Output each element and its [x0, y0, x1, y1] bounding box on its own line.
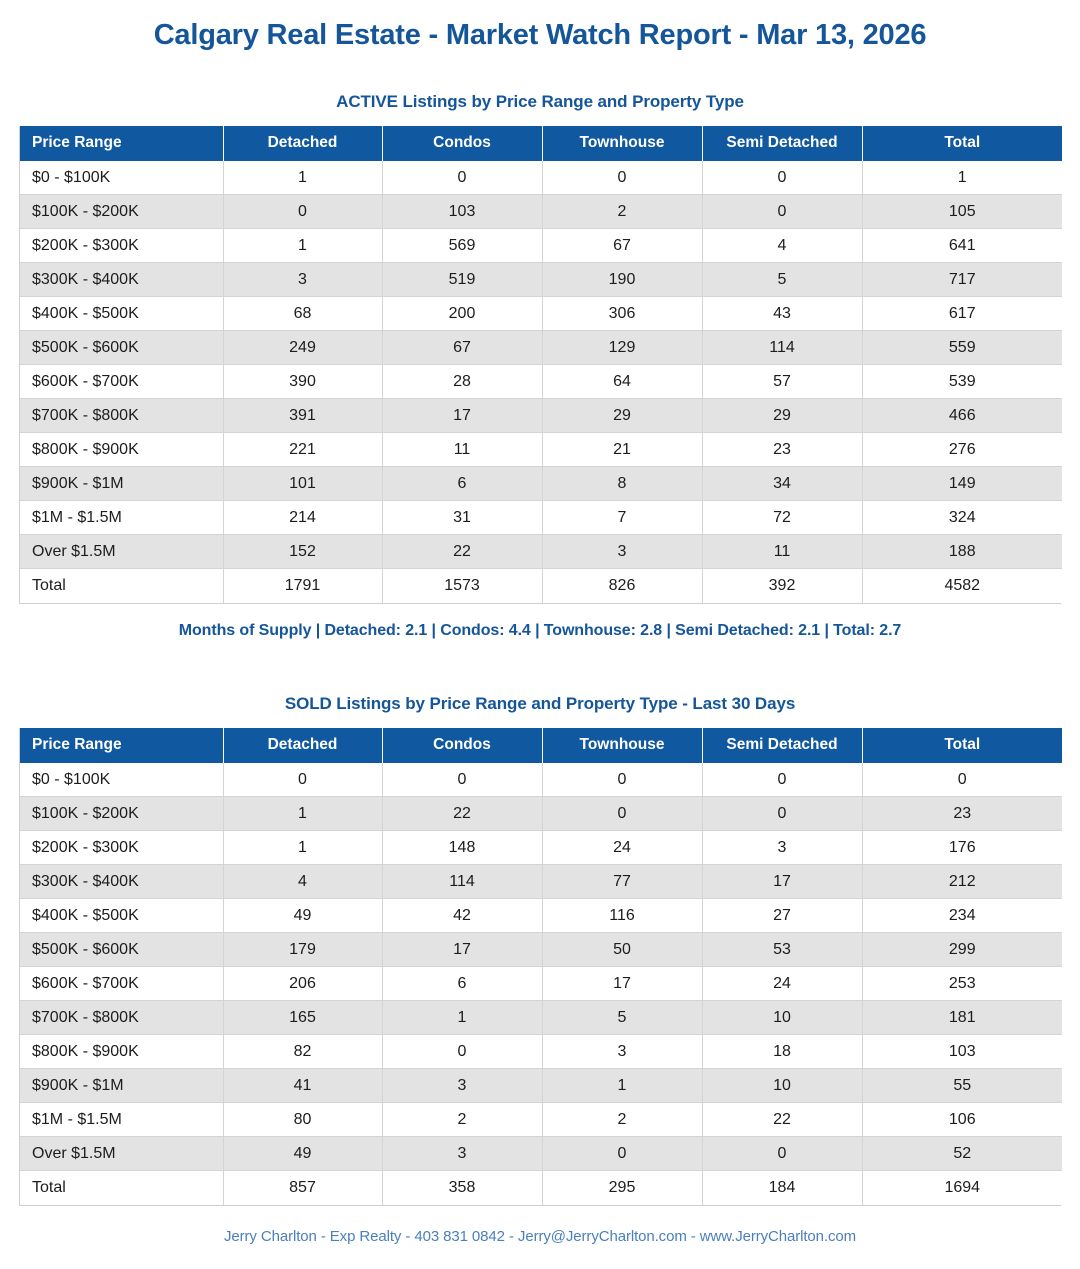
- footer-contact: Jerry Charlton - Exp Realty - 403 831 0842 - Jerry@JerryCharlton.com - www.JerryCharlton.com: [223, 1227, 857, 1245]
- cell-detached: 4: [223, 865, 382, 899]
- cell-townhouse: 2: [542, 195, 702, 229]
- active-table-border: [19, 126, 1061, 604]
- cell-semi: 23: [702, 433, 862, 467]
- table-row: [20, 899, 1062, 933]
- cell-price-range: $0 - $100K: [20, 763, 223, 797]
- cell-semi: 24: [702, 967, 862, 1001]
- cell-condos: 67: [382, 331, 542, 365]
- table-row: [20, 501, 1062, 535]
- cell-condos: 519: [382, 263, 542, 297]
- cell-condos: 0: [382, 161, 542, 195]
- cell-detached: 214: [223, 501, 382, 535]
- cell-detached: 1: [223, 831, 382, 865]
- cell-detached: 179: [223, 933, 382, 967]
- sold-header-row: [20, 728, 1062, 763]
- cell-total: 466: [862, 399, 1062, 433]
- table-row: [20, 433, 1062, 467]
- active-table-wrap: [0, 126, 1080, 604]
- cell-townhouse: 3: [542, 535, 702, 569]
- cell-price-range: $700K - $800K: [20, 1001, 223, 1035]
- active-header-row: [20, 126, 1062, 161]
- cell-total: 717: [862, 263, 1062, 297]
- cell-townhouse: 8: [542, 467, 702, 501]
- cell-townhouse: 0: [542, 797, 702, 831]
- cell-price-range: $500K - $600K: [20, 933, 223, 967]
- cell-semi: 18: [702, 1035, 862, 1069]
- table-row: [20, 933, 1062, 967]
- sold-col-condos: Condos: [382, 728, 542, 763]
- cell-total: 4582: [862, 569, 1062, 603]
- sold-listings-table: [20, 728, 1062, 1205]
- cell-detached: 390: [223, 365, 382, 399]
- cell-total: 276: [862, 433, 1062, 467]
- cell-total: 52: [862, 1137, 1062, 1171]
- cell-semi: 0: [702, 161, 862, 195]
- cell-price-range: $0 - $100K: [20, 161, 223, 195]
- sold-listings-section: [0, 694, 1080, 1206]
- active-table-body: [20, 161, 1062, 603]
- cell-detached: 249: [223, 331, 382, 365]
- cell-detached: 1791: [223, 569, 382, 603]
- cell-total: 324: [862, 501, 1062, 535]
- table-row: [20, 161, 1062, 195]
- table-row: [20, 967, 1062, 1001]
- cell-townhouse: 5: [542, 1001, 702, 1035]
- table-row: [20, 467, 1062, 501]
- cell-price-range: $700K - $800K: [20, 399, 223, 433]
- table-row: [20, 195, 1062, 229]
- active-section-title: ACTIVE Listings by Price Range and Property Type: [336, 91, 744, 111]
- cell-total: 1694: [862, 1171, 1062, 1205]
- cell-semi: 184: [702, 1171, 862, 1205]
- cell-price-range: $900K - $1M: [20, 1069, 223, 1103]
- cell-detached: 0: [223, 195, 382, 229]
- cell-condos: 103: [382, 195, 542, 229]
- cell-price-range: Total: [20, 569, 223, 603]
- cell-detached: 1: [223, 229, 382, 263]
- cell-townhouse: 21: [542, 433, 702, 467]
- cell-condos: 28: [382, 365, 542, 399]
- cell-total: 253: [862, 967, 1062, 1001]
- cell-price-range: $400K - $500K: [20, 297, 223, 331]
- cell-condos: 42: [382, 899, 542, 933]
- cell-semi: 53: [702, 933, 862, 967]
- cell-semi: 17: [702, 865, 862, 899]
- cell-semi: 5: [702, 263, 862, 297]
- cell-townhouse: 24: [542, 831, 702, 865]
- sold-table-border: [19, 728, 1061, 1206]
- table-row: [20, 263, 1062, 297]
- table-row: [20, 1035, 1062, 1069]
- table-row: [20, 569, 1062, 603]
- cell-semi: 0: [702, 797, 862, 831]
- cell-price-range: $600K - $700K: [20, 365, 223, 399]
- cell-semi: 10: [702, 1069, 862, 1103]
- table-row: [20, 1137, 1062, 1171]
- active-col-price-range: Price Range: [20, 126, 223, 161]
- cell-condos: 11: [382, 433, 542, 467]
- cell-price-range: Total: [20, 1171, 223, 1205]
- cell-price-range: $300K - $400K: [20, 263, 223, 297]
- sold-table-wrap: [0, 728, 1080, 1206]
- table-row: [20, 535, 1062, 569]
- cell-semi: 22: [702, 1103, 862, 1137]
- cell-total: 105: [862, 195, 1062, 229]
- cell-price-range: $400K - $500K: [20, 899, 223, 933]
- cell-total: 0: [862, 763, 1062, 797]
- cell-detached: 3: [223, 263, 382, 297]
- cell-condos: 6: [382, 467, 542, 501]
- sold-table-head: [20, 728, 1062, 763]
- cell-condos: 2: [382, 1103, 542, 1137]
- cell-detached: 206: [223, 967, 382, 1001]
- cell-townhouse: 0: [542, 1137, 702, 1171]
- cell-townhouse: 3: [542, 1035, 702, 1069]
- cell-condos: 0: [382, 763, 542, 797]
- cell-condos: 569: [382, 229, 542, 263]
- cell-detached: 80: [223, 1103, 382, 1137]
- cell-total: 149: [862, 467, 1062, 501]
- cell-detached: 68: [223, 297, 382, 331]
- cell-condos: 0: [382, 1035, 542, 1069]
- cell-condos: 22: [382, 797, 542, 831]
- cell-price-range: $300K - $400K: [20, 865, 223, 899]
- cell-townhouse: 64: [542, 365, 702, 399]
- sold-col-semi-detached: Semi Detached: [702, 728, 862, 763]
- sold-col-total: Total: [862, 728, 1062, 763]
- cell-townhouse: 129: [542, 331, 702, 365]
- active-col-semi-detached: Semi Detached: [702, 126, 862, 161]
- active-listings-table: [20, 126, 1062, 603]
- sold-section-title: SOLD Listings by Price Range and Property Type - Last 30 Days: [284, 693, 796, 713]
- cell-townhouse: 1: [542, 1069, 702, 1103]
- cell-townhouse: 29: [542, 399, 702, 433]
- cell-total: 181: [862, 1001, 1062, 1035]
- cell-condos: 148: [382, 831, 542, 865]
- table-row: [20, 297, 1062, 331]
- cell-semi: 0: [702, 195, 862, 229]
- cell-detached: 1: [223, 797, 382, 831]
- cell-townhouse: 2: [542, 1103, 702, 1137]
- cell-detached: 41: [223, 1069, 382, 1103]
- cell-semi: 43: [702, 297, 862, 331]
- active-col-total: Total: [862, 126, 1062, 161]
- cell-price-range: $100K - $200K: [20, 195, 223, 229]
- cell-semi: 27: [702, 899, 862, 933]
- table-row: [20, 1103, 1062, 1137]
- cell-condos: 31: [382, 501, 542, 535]
- cell-condos: 3: [382, 1069, 542, 1103]
- cell-detached: 857: [223, 1171, 382, 1205]
- cell-price-range: $900K - $1M: [20, 467, 223, 501]
- cell-total: 55: [862, 1069, 1062, 1103]
- cell-semi: 72: [702, 501, 862, 535]
- cell-price-range: $800K - $900K: [20, 1035, 223, 1069]
- active-col-detached: Detached: [223, 126, 382, 161]
- cell-semi: 29: [702, 399, 862, 433]
- table-row: [20, 763, 1062, 797]
- sold-col-price-range: Price Range: [20, 728, 223, 763]
- cell-price-range: $500K - $600K: [20, 331, 223, 365]
- cell-townhouse: 0: [542, 161, 702, 195]
- cell-townhouse: 0: [542, 763, 702, 797]
- cell-detached: 152: [223, 535, 382, 569]
- cell-detached: 82: [223, 1035, 382, 1069]
- cell-total: 106: [862, 1103, 1062, 1137]
- table-row: [20, 797, 1062, 831]
- cell-condos: 6: [382, 967, 542, 1001]
- cell-townhouse: 67: [542, 229, 702, 263]
- table-row: [20, 1171, 1062, 1205]
- cell-semi: 0: [702, 1137, 862, 1171]
- sold-col-detached: Detached: [223, 728, 382, 763]
- cell-townhouse: 17: [542, 967, 702, 1001]
- cell-price-range: $800K - $900K: [20, 433, 223, 467]
- sold-table-body: [20, 763, 1062, 1205]
- cell-price-range: $1M - $1.5M: [20, 1103, 223, 1137]
- cell-detached: 1: [223, 161, 382, 195]
- cell-price-range: Over $1.5M: [20, 535, 223, 569]
- cell-semi: 11: [702, 535, 862, 569]
- table-row: [20, 831, 1062, 865]
- cell-total: 212: [862, 865, 1062, 899]
- cell-price-range: $100K - $200K: [20, 797, 223, 831]
- cell-semi: 3: [702, 831, 862, 865]
- active-col-townhouse: Townhouse: [542, 126, 702, 161]
- cell-townhouse: 50: [542, 933, 702, 967]
- cell-condos: 1573: [382, 569, 542, 603]
- active-col-condos: Condos: [382, 126, 542, 161]
- cell-price-range: $200K - $300K: [20, 229, 223, 263]
- cell-condos: 114: [382, 865, 542, 899]
- cell-total: 23: [862, 797, 1062, 831]
- cell-detached: 165: [223, 1001, 382, 1035]
- cell-townhouse: 306: [542, 297, 702, 331]
- cell-semi: 10: [702, 1001, 862, 1035]
- cell-semi: 114: [702, 331, 862, 365]
- table-row: [20, 365, 1062, 399]
- cell-townhouse: 826: [542, 569, 702, 603]
- cell-total: 539: [862, 365, 1062, 399]
- cell-condos: 200: [382, 297, 542, 331]
- cell-total: 176: [862, 831, 1062, 865]
- table-row: [20, 331, 1062, 365]
- cell-semi: 0: [702, 763, 862, 797]
- cell-semi: 4: [702, 229, 862, 263]
- table-row: [20, 1069, 1062, 1103]
- cell-total: 234: [862, 899, 1062, 933]
- table-row: [20, 1001, 1062, 1035]
- cell-total: 188: [862, 535, 1062, 569]
- table-row: [20, 399, 1062, 433]
- cell-total: 1: [862, 161, 1062, 195]
- cell-semi: 57: [702, 365, 862, 399]
- active-listings-section: [0, 92, 1080, 640]
- cell-townhouse: 7: [542, 501, 702, 535]
- months-of-supply: Months of Supply | Detached: 2.1 | Condos: 4.4 | Townhouse: 2.8 | Semi Detached: 2.1 | Total: 2.7: [178, 621, 902, 639]
- cell-condos: 22: [382, 535, 542, 569]
- cell-condos: 17: [382, 933, 542, 967]
- cell-detached: 221: [223, 433, 382, 467]
- cell-townhouse: 190: [542, 263, 702, 297]
- page-title: Calgary Real Estate - Market Watch Report - Mar 13, 2026: [153, 19, 927, 51]
- cell-semi: 392: [702, 569, 862, 603]
- cell-condos: 3: [382, 1137, 542, 1171]
- cell-condos: 1: [382, 1001, 542, 1035]
- sold-col-townhouse: Townhouse: [542, 728, 702, 763]
- table-row: [20, 229, 1062, 263]
- cell-price-range: $200K - $300K: [20, 831, 223, 865]
- cell-total: 103: [862, 1035, 1062, 1069]
- cell-detached: 49: [223, 899, 382, 933]
- cell-detached: 391: [223, 399, 382, 433]
- cell-total: 559: [862, 331, 1062, 365]
- cell-price-range: $600K - $700K: [20, 967, 223, 1001]
- cell-price-range: $1M - $1.5M: [20, 501, 223, 535]
- cell-condos: 17: [382, 399, 542, 433]
- cell-total: 299: [862, 933, 1062, 967]
- table-row: [20, 865, 1062, 899]
- cell-price-range: Over $1.5M: [20, 1137, 223, 1171]
- cell-condos: 358: [382, 1171, 542, 1205]
- cell-detached: 0: [223, 763, 382, 797]
- active-table-head: [20, 126, 1062, 161]
- cell-detached: 49: [223, 1137, 382, 1171]
- cell-townhouse: 116: [542, 899, 702, 933]
- cell-townhouse: 295: [542, 1171, 702, 1205]
- cell-total: 617: [862, 297, 1062, 331]
- cell-semi: 34: [702, 467, 862, 501]
- cell-total: 641: [862, 229, 1062, 263]
- cell-townhouse: 77: [542, 865, 702, 899]
- cell-detached: 101: [223, 467, 382, 501]
